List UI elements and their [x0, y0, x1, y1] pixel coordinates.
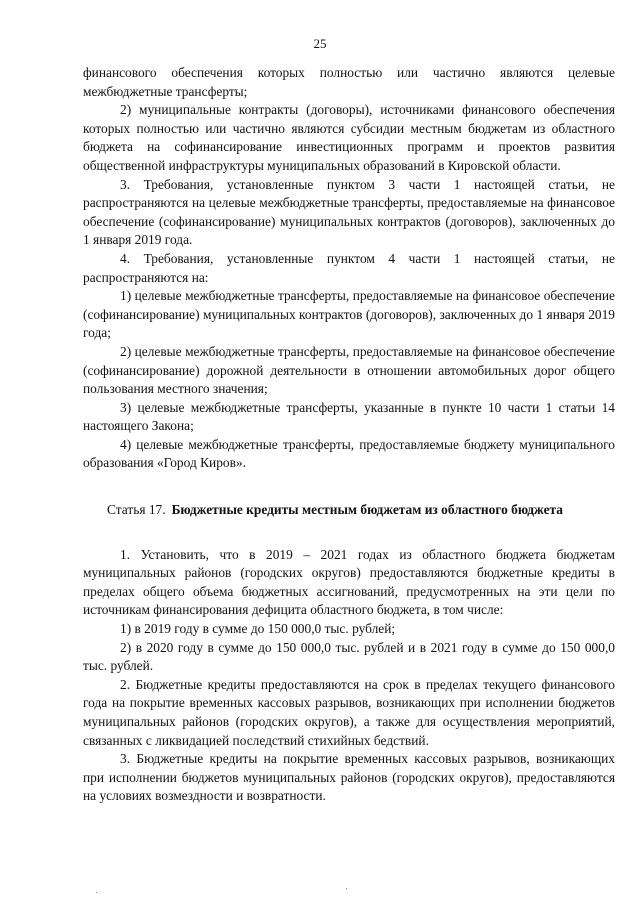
document-body	[83, 64, 615, 806]
scan-speck	[346, 888, 347, 889]
paragraph: 4. Требования, установленные пунктом 4 части 1 настоящей статьи, не распространяются на:	[83, 250, 615, 285]
paragraph: 2) муниципальные контракты (договоры), источниками финансового обеспечения которых полностью или частично являются субсидии местным бюджетам из областного бюджета на софинансирование инвестиционных программ и проектов развития общественной инфраструктуры муниципальных образований в Кировской области.	[83, 102, 615, 173]
paragraph: 2) целевые межбюджетные трансферты, предоставляемые на финансовое обеспечение (софинансирование) дорожной деятельности в отношении автомобильных дорог общего пользования местного значения;	[83, 343, 615, 397]
paragraph: 3. Требования, установленные пунктом 3 части 1 настоящей статьи, не распространяются на целевые межбюджетные трансферты, предоставляемые на финансовое обеспечение (софинансирование) муниципальных контрактов (договоров), заключенных до 1 января 2019 года.	[83, 176, 615, 248]
article-title: Бюджетные кредиты местным бюджетам из областного бюджета	[171, 502, 563, 518]
paragraph: 4) целевые межбюджетные трансферты, предоставляемые бюджету муниципального образования «Город Киров».	[83, 436, 615, 471]
paragraph: 1) в 2019 году в сумме до 150 000,0 тыс. рублей;	[120, 621, 396, 637]
article-label: Статья 17.	[107, 502, 166, 518]
paragraph: 2) в 2020 году в сумме до 150 000,0 тыс. рублей и в 2021 году в сумме до 150 000,0 тыс. рублей.	[83, 639, 615, 674]
paragraph: 3) целевые межбюджетные трансферты, указанные в пункте 10 части 1 статьи 14 настоящего Закона;	[83, 399, 615, 434]
page-number: 25	[313, 36, 327, 51]
paragraph: 1) целевые межбюджетные трансферты, предоставляемые на финансовое обеспечение (софинансирование) муниципальных контрактов (договоров), заключенных до 1 января 2019 года;	[83, 288, 615, 341]
paragraph: 3. Бюджетные кредиты на покрытие временных кассовых разрывов, возникающих при исполнении бюджетов муниципальных районов (городских округов), предоставляются на условиях возмездности и возвратности.	[83, 751, 615, 804]
scan-speck	[96, 892, 97, 893]
paragraph: 1. Установить, что в 2019 – 2021 годах из областного бюджета бюджетам муниципальных районов (городских округов) предоставляются бюджетные кредиты в пределах общего объема бюджетных ассигнований, предусмотренных на эти цели по источникам финансирования дефицита областного бюджета, в том числе:	[83, 546, 615, 618]
paragraph: 2. Бюджетные кредиты предоставляются на срок в пределах текущего финансового года на покрытие временных кассовых разрывов, возникающих при исполнении бюджетов муниципальных районов (городских округов), а также для осуществления мероприятий, связанных с ликвидацией последствий стихийных бедствий.	[83, 676, 615, 748]
paragraph: финансового обеспечения которых полностью или частично являются целевые межбюджетные трансферты;	[83, 65, 615, 99]
article-heading	[83, 501, 615, 520]
